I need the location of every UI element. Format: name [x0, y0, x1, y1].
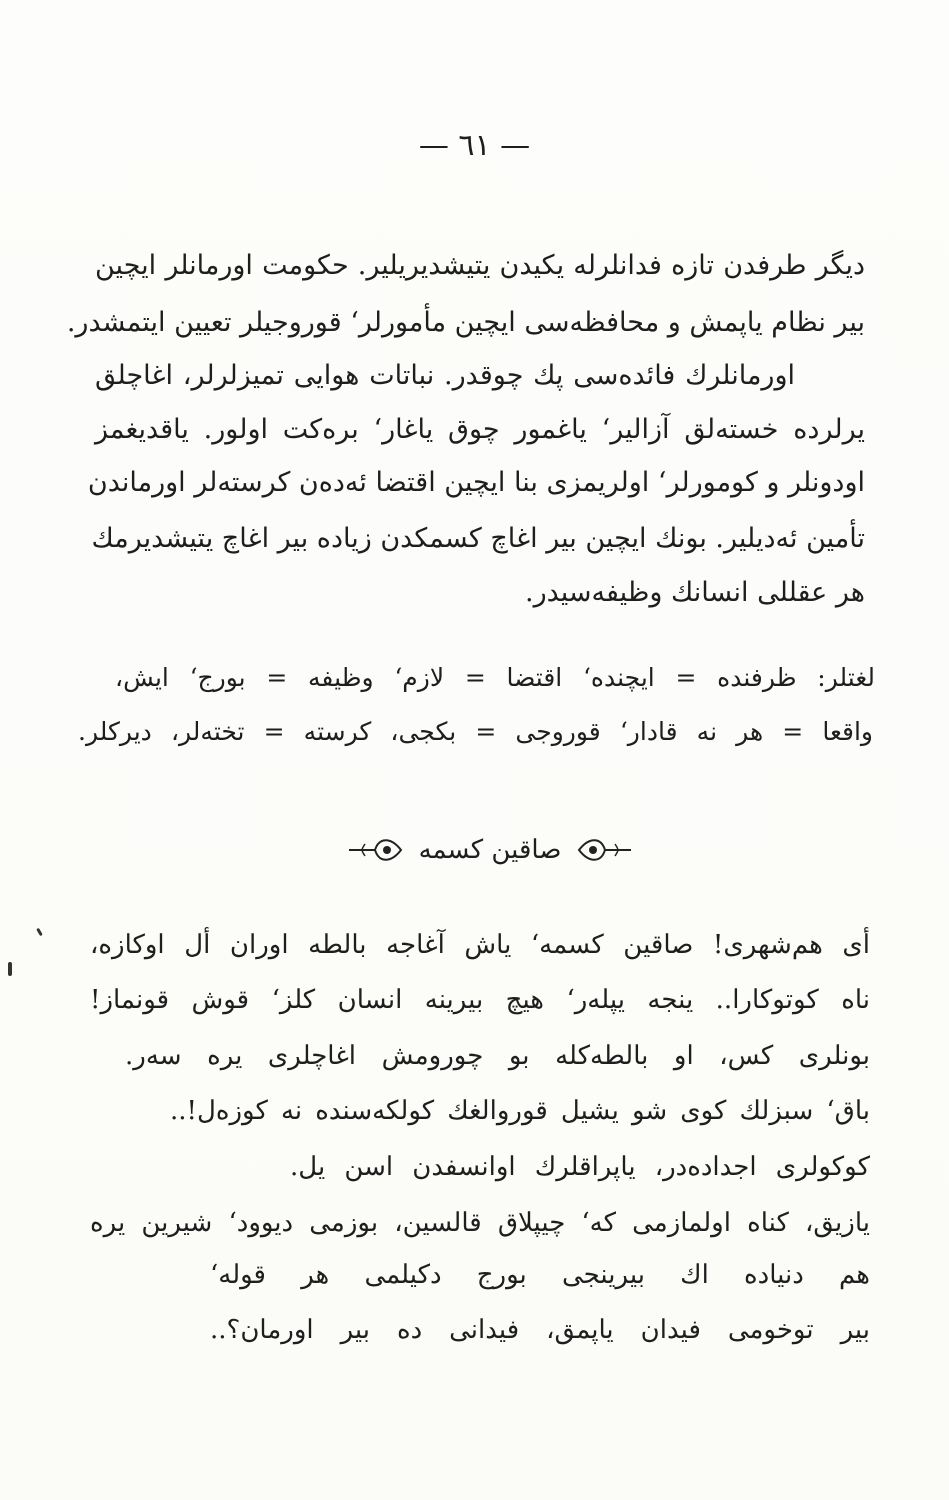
vocabulary-line: لغتلر: ظرفنده = ایچنده‘ اقتضا = لازم‘ وظیفه = بورج‘ ایش،: [115, 663, 875, 692]
paragraph-line: اودونلر و کومورلر‘ اولریمزی بنا ایچین اقتضا ئه‌ده‌ن کرسته‌لر اورماندن: [87, 467, 865, 498]
paragraph-line: تأمین ئه‌دیلیر. بونك ایچین بیر اغاچ کسمکدن زیاده بیر اغاچ یتیشدیرمك: [91, 523, 865, 554]
poem-line: ناه کوتوکارا.. ینجه یپله‌ر‘ هیچ بیرینه انسان کلز‘ قوش قونماز!: [90, 985, 870, 1015]
poem-line: یازیق، کناه اولمازمی که‘ چیپلاق قالسین، بوزمی دیوود‘ شیرین یره: [90, 1208, 870, 1238]
ornament-right-icon: [575, 835, 633, 865]
margin-mark: [8, 962, 12, 976]
paragraph-line: هر عقللی انسانك وظیفه‌سیدر.: [524, 577, 865, 608]
paragraph-line: بیر نظام یاپمش و محافظه‌سی ایچین مأمورلر‘ قوروجیلر تعیین ایتمشدر.: [66, 307, 865, 338]
paragraph-line: یرلرده خسته‌لق آزالیر‘ یاغمور چوق یاغار‘ بره‌کت اولور. یاقدیغمز: [95, 414, 865, 445]
poem-line: کوکولری اجداده‌در، یاپراقلرك اوانسفدن اسن یل.: [290, 1152, 870, 1182]
section-heading: [340, 828, 640, 872]
paragraph-line: اورمانلرك فائده‌سی پك چوقدر. نباتات هوایی تمیزلرلر، اغاچلق: [95, 360, 795, 391]
vocabulary-line: واقعا = هر نه قادار‘ قوروجی = بکجی، کرسته = تخته‌لر، دیرکلر.: [78, 717, 873, 746]
paragraph-line: دیگر طرفدن تازه فدانلرله یکیدن یتیشدیریلیر. حکومت اورمانلر ایچین: [95, 250, 865, 281]
poem-line: باق‘ سبزلك کوی شو یشیل قوروالغك کولکه‌سنده نه کوزه‌ل!..: [170, 1096, 870, 1126]
section-title: صاقین کسمه: [418, 835, 562, 865]
margin-mark: [36, 928, 43, 936]
ornament-left-icon: [347, 835, 405, 865]
poem-line: بونلری کس، او بالطه‌کله بو چورومش اغاچلری یره سه‌ر.: [125, 1041, 870, 1071]
poem-line: أی هم‌شهری! صاقین کسمه‘ یاش آغاجه بالطه اوران أل اوکازه،: [90, 930, 870, 960]
page-number: — ٦١ —: [418, 128, 531, 163]
poem-line: هم دنیاده اك بیرینجی بورج دکیلمی هر قوله‘: [210, 1260, 870, 1290]
poem-line: بیر توخومی فیدان یاپمق، فیدانی ده بیر اورمان؟..: [210, 1315, 870, 1345]
